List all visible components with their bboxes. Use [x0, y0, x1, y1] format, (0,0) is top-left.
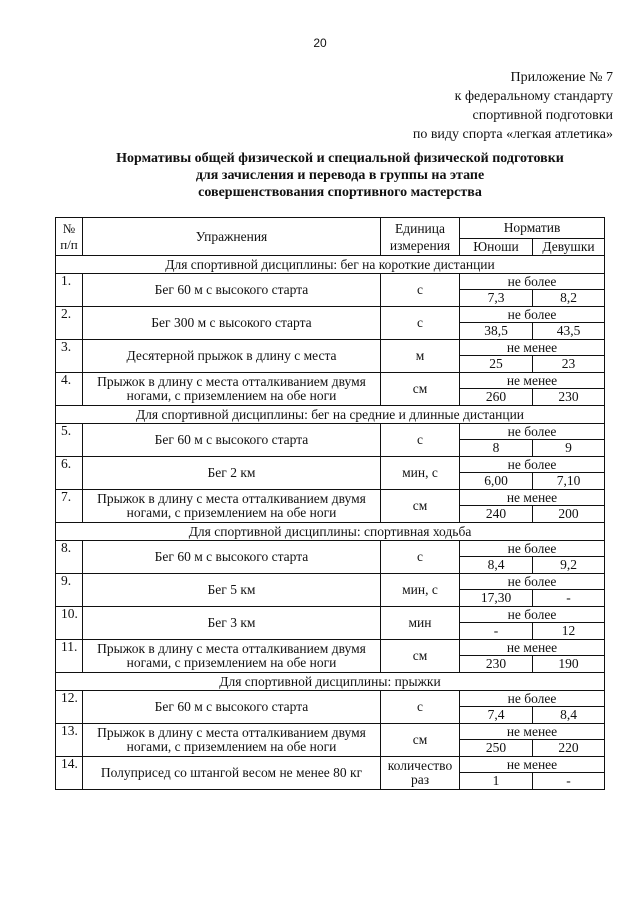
girls-value: 9,2	[533, 557, 605, 574]
row-number: 10.	[56, 607, 83, 640]
exercise-cell: Бег 60 м с высокого старта	[83, 541, 381, 574]
unit-cell: количество раз	[381, 757, 460, 790]
girls-value: 220	[533, 740, 605, 757]
section-header-row	[56, 406, 605, 424]
norm-qualifier: не менее	[460, 724, 605, 740]
norm-qualifier: не более	[460, 574, 605, 590]
row-number: 8.	[56, 541, 83, 574]
boys-value: 230	[460, 656, 533, 673]
table-row	[56, 274, 605, 290]
girls-value: 12	[533, 623, 605, 640]
header-num: № п/п	[56, 218, 83, 256]
row-number: 3.	[56, 340, 83, 373]
norm-qualifier: не более	[460, 691, 605, 707]
row-number: 9.	[56, 574, 83, 607]
girls-value: 8,2	[533, 290, 605, 307]
norm-qualifier: не более	[460, 607, 605, 623]
table-row	[56, 307, 605, 323]
exercise-cell: Бег 60 м с высокого старта	[83, 691, 381, 724]
norm-qualifier: не менее	[460, 490, 605, 506]
boys-value: 8	[460, 440, 533, 457]
boys-value: 250	[460, 740, 533, 757]
unit-cell: мин, с	[381, 457, 460, 490]
row-number: 5.	[56, 424, 83, 457]
exercise-cell: Бег 5 км	[83, 574, 381, 607]
header-girls: Девушки	[533, 239, 605, 256]
unit-cell: с	[381, 424, 460, 457]
exercise-cell: Прыжок в длину с места отталкиванием двумя ногами, с приземлением на обе ноги	[83, 640, 381, 673]
row-number: 12.	[56, 691, 83, 724]
norm-qualifier: не более	[460, 274, 605, 290]
girls-value: 8,4	[533, 707, 605, 724]
girls-value: 43,5	[533, 323, 605, 340]
norm-qualifier: не менее	[460, 640, 605, 656]
girls-value: 7,10	[533, 473, 605, 490]
title-line: совершенствования спортивного мастерства	[198, 185, 482, 200]
girls-value: 200	[533, 506, 605, 523]
unit-cell: см	[381, 640, 460, 673]
norm-qualifier: не более	[460, 424, 605, 440]
header-norm: Норматив	[460, 218, 605, 239]
exercise-cell: Прыжок в длину с места отталкиванием двумя ногами, с приземлением на обе ноги	[83, 490, 381, 523]
exercise-cell: Бег 60 м с высокого старта	[83, 424, 381, 457]
table-row	[56, 574, 605, 590]
row-number: 7.	[56, 490, 83, 523]
boys-value: 6,00	[460, 473, 533, 490]
girls-value: 9	[533, 440, 605, 457]
unit-cell: см	[381, 373, 460, 406]
unit-cell: с	[381, 691, 460, 724]
boys-value: 240	[460, 506, 533, 523]
row-number: 1.	[56, 274, 83, 307]
section-header-row	[56, 673, 605, 691]
row-number: 14.	[56, 757, 83, 790]
exercise-cell: Бег 60 м с высокого старта	[83, 274, 381, 307]
header-boys: Юноши	[460, 239, 533, 256]
page-number: 20	[313, 36, 327, 50]
table-row	[56, 640, 605, 656]
boys-value: 38,5	[460, 323, 533, 340]
appendix-line: Приложение № 7	[510, 70, 613, 85]
title-line: Нормативы общей физической и специальной физической подготовки	[116, 151, 564, 166]
girls-value: -	[533, 590, 605, 607]
appendix-line: спортивной подготовки	[472, 108, 613, 123]
unit-cell: см	[381, 490, 460, 523]
norm-qualifier: не менее	[460, 373, 605, 389]
unit-cell: мин, с	[381, 574, 460, 607]
row-number: 11.	[56, 640, 83, 673]
document-title	[50, 150, 630, 201]
table-row	[56, 457, 605, 473]
unit-cell: м	[381, 340, 460, 373]
exercise-cell: Десятерной прыжок в длину с места	[83, 340, 381, 373]
exercise-cell: Бег 3 км	[83, 607, 381, 640]
boys-value: 17,30	[460, 590, 533, 607]
section-title: Для спортивной дисциплины: бег на короткие дистанции	[56, 256, 605, 274]
exercise-cell: Бег 300 м с высокого старта	[83, 307, 381, 340]
girls-value: 190	[533, 656, 605, 673]
table-row	[56, 373, 605, 389]
norm-qualifier: не более	[460, 307, 605, 323]
table-row	[56, 724, 605, 740]
header-exercise: Упражнения	[83, 218, 381, 256]
appendix-block	[413, 68, 613, 144]
unit-cell: с	[381, 274, 460, 307]
exercise-cell: Прыжок в длину с места отталкиванием двумя ногами, с приземлением на обе ноги	[83, 373, 381, 406]
header-unit: Единица измерения	[381, 218, 460, 256]
section-title: Для спортивной дисциплины: прыжки	[56, 673, 605, 691]
section-title: Для спортивной дисциплины: бег на средние и длинные дистанции	[56, 406, 605, 424]
unit-cell: с	[381, 307, 460, 340]
norms-table	[55, 217, 605, 790]
section-title: Для спортивной дисциплины: спортивная ходьба	[56, 523, 605, 541]
title-line: для зачисления и перевода в группы на этапе	[195, 168, 485, 183]
boys-value: 8,4	[460, 557, 533, 574]
norm-qualifier: не более	[460, 457, 605, 473]
norm-qualifier: не менее	[460, 757, 605, 773]
row-number: 4.	[56, 373, 83, 406]
row-number: 13.	[56, 724, 83, 757]
table-row	[56, 691, 605, 707]
table-row	[56, 490, 605, 506]
section-header-row	[56, 523, 605, 541]
row-number: 6.	[56, 457, 83, 490]
norm-qualifier: не менее	[460, 340, 605, 356]
table-row	[56, 340, 605, 356]
boys-value: 1	[460, 773, 533, 790]
boys-value: 25	[460, 356, 533, 373]
exercise-cell: Прыжок в длину с места отталкиванием двумя ногами, с приземлением на обе ноги	[83, 724, 381, 757]
exercise-cell: Полуприсед со штангой весом не менее 80 кг	[83, 757, 381, 790]
girls-value: -	[533, 773, 605, 790]
unit-cell: см	[381, 724, 460, 757]
unit-cell: мин	[381, 607, 460, 640]
exercise-cell: Бег 2 км	[83, 457, 381, 490]
boys-value: 260	[460, 389, 533, 406]
table-row	[56, 757, 605, 773]
boys-value: 7,4	[460, 707, 533, 724]
appendix-line: к федеральному стандарту	[454, 89, 613, 104]
girls-value: 23	[533, 356, 605, 373]
table-row	[56, 424, 605, 440]
girls-value: 230	[533, 389, 605, 406]
unit-cell: с	[381, 541, 460, 574]
table-row	[56, 541, 605, 557]
boys-value: 7,3	[460, 290, 533, 307]
boys-value: -	[460, 623, 533, 640]
norm-qualifier: не более	[460, 541, 605, 557]
row-number: 2.	[56, 307, 83, 340]
table-row	[56, 607, 605, 623]
appendix-line: по виду спорта «легкая атлетика»	[412, 127, 613, 142]
section-header-row	[56, 256, 605, 274]
